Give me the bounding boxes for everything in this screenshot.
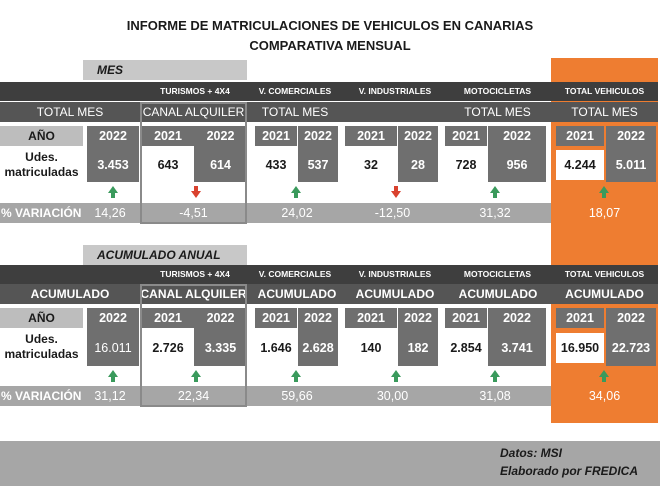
mes-year-2: 2022 xyxy=(206,129,235,143)
acum-variation-3: 30,00 xyxy=(376,389,409,403)
acumulado-section-label: ACUMULADO ANUAL xyxy=(83,245,247,265)
mes-variation-1: -4,51 xyxy=(179,206,208,220)
acum-value-1: 2.726 xyxy=(142,333,194,363)
mes-value-0: 3.453 xyxy=(97,158,129,172)
mes-section-label: MES xyxy=(83,60,247,80)
mes-value-10: 5.011 xyxy=(615,158,647,172)
mes-variation-label: % VARIACIÓN xyxy=(1,206,82,220)
acum-cat-comerciales: V. COMERCIALES xyxy=(258,269,332,279)
acum-value-10: 22.723 xyxy=(611,341,651,355)
mes-value-6: 28 xyxy=(411,158,425,172)
mes-value-3: 433 xyxy=(255,150,297,180)
acum-arrow-up-icon-5 xyxy=(599,370,609,382)
acum-header-2: ACUMULADO xyxy=(257,287,337,301)
mes-arrow-down-icon-3 xyxy=(391,186,401,198)
mes-variation-0: 14,26 xyxy=(94,206,126,220)
mes-variation-5: 18,07 xyxy=(588,206,621,220)
mes-value-2: 614 xyxy=(210,158,231,172)
mes-value-8: 956 xyxy=(506,158,528,172)
mes-arrow-up-icon-4 xyxy=(490,186,500,198)
report-subtitle: COMPARATIVA MENSUAL xyxy=(249,38,411,53)
mes-arrow-up-icon-0 xyxy=(108,186,118,198)
mes-cat-industriales: V. INDUSTRIALES xyxy=(358,86,432,96)
mes-header-total-mes-2: TOTAL MES xyxy=(261,105,329,119)
mes-arrow-up-icon-5 xyxy=(599,186,609,198)
acum-cat-industriales: V. INDUSTRIALES xyxy=(358,269,432,279)
mes-value-1: 643 xyxy=(142,150,194,180)
acum-year-2: 2022 xyxy=(206,311,235,325)
mes-value-7: 728 xyxy=(445,150,487,180)
acum-value-8: 3.741 xyxy=(501,341,533,355)
acum-value-9: 16.950 xyxy=(556,333,604,363)
acum-arrow-up-icon-4 xyxy=(490,370,500,382)
acum-variation-4: 31,08 xyxy=(479,389,511,403)
acum-header-3: ACUMULADO xyxy=(355,287,435,301)
acum-arrow-up-icon-0 xyxy=(108,370,118,382)
mes-year-5: 2021 xyxy=(357,129,385,143)
report-title: INFORME DE MATRICULACIONES DE VEHICULOS EN CANARIAS xyxy=(126,18,534,33)
acum-value-5: 140 xyxy=(345,333,397,363)
acum-variation-label: % VARIACIÓN xyxy=(1,389,82,403)
acum-canal-alquiler-box xyxy=(140,284,247,407)
mes-value-9: 4.244 xyxy=(556,150,604,180)
acum-variation-0: 31,12 xyxy=(94,389,126,403)
mes-year-1: 2021 xyxy=(154,129,182,143)
mes-cat-turismos: TURISMOS + 4X4 xyxy=(160,86,230,96)
acum-header-5: ACUMULADO xyxy=(565,287,644,301)
mes-udes-label-2: matriculadas xyxy=(4,165,79,179)
acum-value-4: 2.628 xyxy=(302,341,334,355)
acum-ano-label: AÑO xyxy=(0,308,83,328)
acum-value-0: 16.011 xyxy=(94,341,132,355)
mes-udes-label-1: Udes. xyxy=(25,150,58,164)
acum-year-5: 2021 xyxy=(357,311,385,325)
acum-cat-turismos: TURISMOS + 4X4 xyxy=(160,269,230,279)
mes-year-0: 2022 xyxy=(99,129,127,143)
acum-year-9: 2021 xyxy=(566,311,594,325)
mes-variation-4: 31,32 xyxy=(479,206,511,220)
acum-year-1: 2021 xyxy=(154,311,182,325)
acum-cat-motocicletas: MOTOCICLETAS xyxy=(463,269,532,279)
acum-variation-5: 34,06 xyxy=(588,389,621,403)
acum-year-10: 2022 xyxy=(617,311,645,325)
acum-value-2: 3.335 xyxy=(204,341,237,355)
mes-year-4: 2022 xyxy=(304,129,332,143)
footer-datos: Datos: MSI xyxy=(500,446,563,460)
mes-value-5: 32 xyxy=(345,150,397,180)
mes-cat-total: TOTAL VEHICULOS xyxy=(564,86,645,96)
acum-value-3: 1.646 xyxy=(255,333,297,363)
mes-header-total-mes-4: TOTAL MES xyxy=(571,105,638,119)
mes-year-3: 2021 xyxy=(262,129,290,143)
acum-year-3: 2021 xyxy=(262,311,290,325)
mes-variation-3: -12,50 xyxy=(374,206,411,220)
mes-year-10: 2022 xyxy=(617,129,645,143)
mes-arrow-up-icon-2 xyxy=(291,186,301,198)
acum-variation-2: 59,66 xyxy=(281,389,313,403)
mes-year-8: 2022 xyxy=(503,129,531,143)
mes-header-total-mes-3: TOTAL MES xyxy=(464,105,531,119)
acum-year-8: 2022 xyxy=(503,311,531,325)
mes-header-total-mes-1: TOTAL MES xyxy=(36,105,104,119)
mes-cat-motocicletas: MOTOCICLETAS xyxy=(463,86,532,96)
mes-cat-comerciales: V. COMERCIALES xyxy=(258,86,332,96)
acum-udes-label-1: Udes. xyxy=(25,332,58,346)
mes-year-9: 2021 xyxy=(566,129,594,143)
acum-variation-1: 22,34 xyxy=(177,389,210,403)
mes-year-7: 2021 xyxy=(452,129,480,143)
acum-value-6: 182 xyxy=(407,341,429,355)
mes-variation-2: 24,02 xyxy=(281,206,313,220)
mes-ano-label: AÑO xyxy=(0,126,83,146)
footer-elaborado: Elaborado por FREDICA xyxy=(500,464,639,478)
acum-udes-label-2: matriculadas xyxy=(4,347,79,361)
acum-header-1: ACUMULADO xyxy=(30,287,110,301)
acum-header-4: ACUMULADO xyxy=(458,287,538,301)
acum-year-6: 2022 xyxy=(404,311,432,325)
mes-canal-alquiler-box xyxy=(140,102,247,224)
mes-header-canal: CANAL ALQUILER xyxy=(142,105,245,119)
mes-value-4: 537 xyxy=(307,158,329,172)
acum-value-7: 2.854 xyxy=(445,333,487,363)
acum-arrow-up-icon-2 xyxy=(291,370,301,382)
acum-cat-total: TOTAL VEHICULOS xyxy=(564,269,645,279)
acum-year-7: 2021 xyxy=(452,311,480,325)
acum-header-canal: CANAL ALQUILER xyxy=(140,287,247,301)
acum-arrow-up-icon-3 xyxy=(391,370,401,382)
mes-year-6: 2022 xyxy=(404,129,432,143)
acum-year-4: 2022 xyxy=(304,311,332,325)
acum-year-0: 2022 xyxy=(99,311,127,325)
